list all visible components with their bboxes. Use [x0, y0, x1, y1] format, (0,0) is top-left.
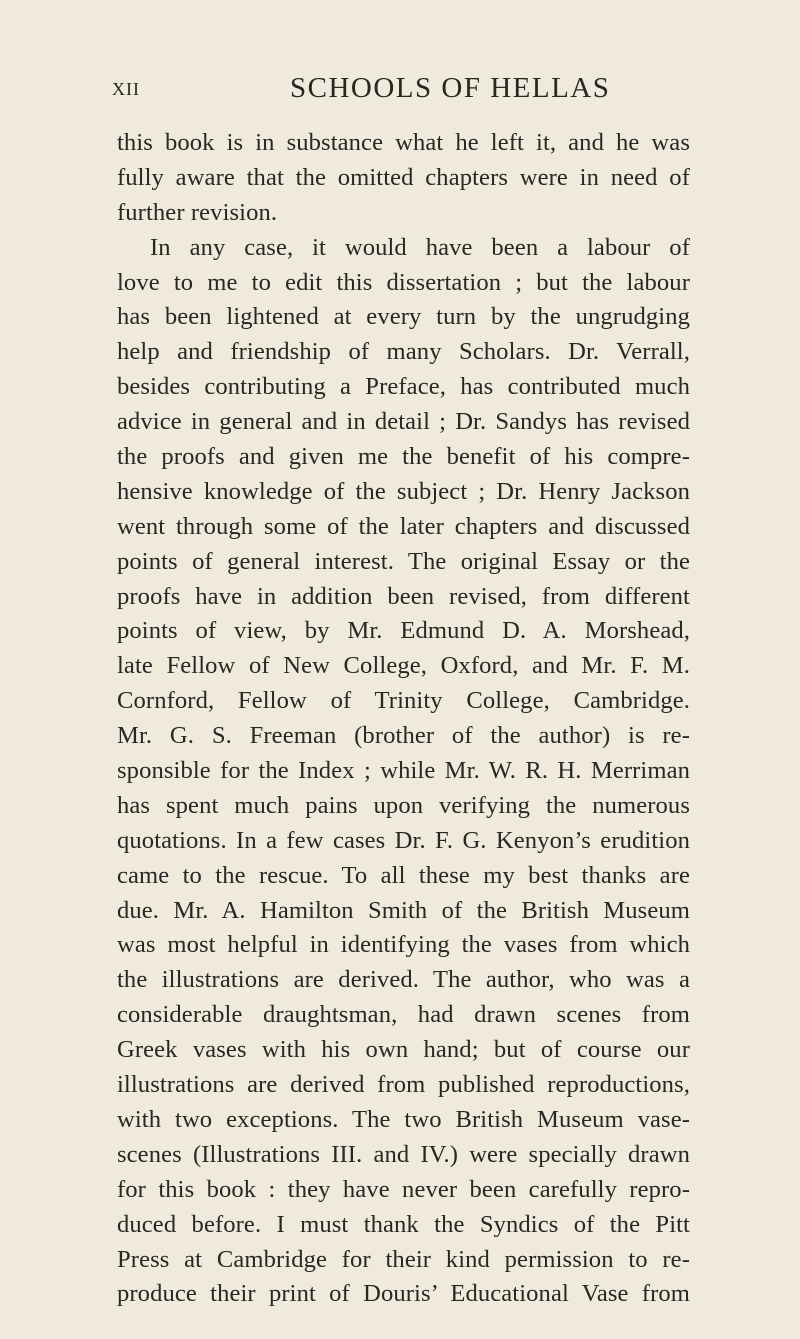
text-line: Greek vases with his own hand; but of course our — [117, 1036, 690, 1064]
text-line: has been lightened at every turn by the ungrudging — [117, 303, 690, 331]
text-line: came to the rescue. To all these my best thanks are — [117, 861, 690, 889]
text-line: sponsible for the Index ; while Mr. W. R. H. Merriman — [117, 757, 690, 785]
text-line: was most helpful in identifying the vases from which — [117, 931, 690, 959]
text-line: with two exceptions. The two British Museum vase- — [117, 1105, 690, 1133]
text-line: considerable draughtsman, had drawn scenes from — [117, 1001, 690, 1029]
text-line: Press at Cambridge for their kind permission to re- — [117, 1245, 690, 1273]
text-line: help and friendship of many Scholars. Dr. Verrall, — [117, 338, 690, 366]
text-line: due. Mr. A. Hamilton Smith of the British Museum — [117, 896, 690, 924]
text-line: hensive knowledge of the subject ; Dr. Henry Jackson — [117, 477, 690, 505]
text-line: points of general interest. The original Essay or the — [117, 547, 690, 575]
text-line: the illustrations are derived. The author, who was a — [117, 966, 690, 994]
body-text — [117, 126, 690, 1312]
text-line: has spent much pains upon verifying the numerous — [117, 791, 690, 819]
text-line: for this book : they have never been carefully repro- — [117, 1175, 690, 1203]
text-line: further revision. — [117, 198, 278, 226]
text-line: proofs have in addition been revised, from different — [117, 582, 690, 610]
running-title: SCHOOLS OF HELLAS — [290, 72, 611, 104]
text-line: duced before. I must thank the Syndics of the Pitt — [117, 1210, 690, 1238]
page-number: xii — [112, 72, 140, 101]
text-line: fully aware that the omitted chapters were in need of — [117, 163, 690, 191]
text-line: scenes (Illustrations III. and IV.) were specially drawn — [117, 1140, 690, 1168]
text-line: points of view, by Mr. Edmund D. A. Morshead, — [117, 617, 690, 645]
text-line: quotations. In a few cases Dr. F. G. Kenyon’s erudition — [117, 826, 690, 854]
text-line: advice in general and in detail ; Dr. Sandys has revised — [117, 408, 690, 436]
running-head — [0, 72, 800, 112]
text-line: illustrations are derived from published reproductions, — [117, 1071, 690, 1099]
text-line: In any case, it would have been a labour of — [150, 233, 690, 261]
text-line: love to me to edit this dissertation ; but the labour — [117, 268, 690, 296]
text-line: besides contributing a Preface, has contributed much — [117, 373, 690, 401]
text-line: the proofs and given me the benefit of his compre- — [117, 443, 690, 471]
text-line: Cornford, Fellow of Trinity College, Cambridge. — [117, 687, 690, 715]
text-line: produce their print of Douris’ Educational Vase from — [117, 1280, 690, 1308]
text-line: Mr. G. S. Freeman (brother of the author) is re- — [117, 722, 690, 750]
text-line: late Fellow of New College, Oxford, and Mr. F. M. — [117, 652, 690, 680]
text-line: went through some of the later chapters and discussed — [117, 512, 690, 540]
text-line: this book is in substance what he left it, and he was — [117, 129, 690, 156]
